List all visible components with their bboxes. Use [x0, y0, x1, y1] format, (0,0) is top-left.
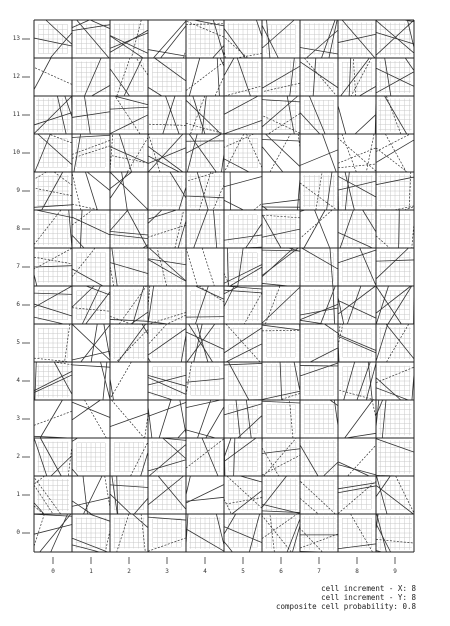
cell [152, 328, 182, 358]
x-axis-label: 1 [89, 568, 93, 575]
cell [152, 100, 182, 130]
stroke-line [300, 498, 318, 514]
y-axis-label: 13 [12, 35, 20, 42]
stroke-line [262, 200, 300, 205]
cell [38, 24, 67, 53]
stroke-line [110, 266, 114, 286]
stroke-line [148, 50, 186, 57]
stroke-line [132, 514, 148, 528]
stroke-line [34, 317, 64, 324]
y-axis-label: 5 [16, 339, 20, 346]
cell [380, 290, 410, 320]
cell [304, 366, 334, 396]
stroke-line [376, 140, 414, 163]
stroke-line [385, 134, 406, 172]
stroke-line [72, 469, 78, 476]
stroke-line [69, 210, 72, 248]
stroke-line [148, 87, 162, 96]
stroke-line [72, 351, 110, 360]
x-axis-label: 3 [165, 568, 169, 575]
cell [227, 289, 259, 321]
stroke-line [279, 393, 300, 400]
cell [228, 518, 257, 547]
cell [379, 99, 412, 132]
composite-probability-text: composite cell probability: 0.8 [276, 602, 416, 611]
cell [265, 441, 297, 473]
stroke-line [342, 134, 357, 172]
x-axis-label: 8 [355, 568, 359, 575]
stroke-line [72, 235, 84, 248]
stroke-line [163, 438, 186, 459]
cell-increment-y-text: cell increment - Y: 8 [321, 593, 416, 602]
stroke-line [72, 365, 110, 367]
cell [75, 517, 106, 548]
stroke-line [199, 286, 224, 302]
cell [228, 366, 258, 396]
cell [265, 517, 297, 549]
stroke-line [89, 514, 110, 521]
stroke-line [72, 135, 110, 137]
stroke-line [338, 390, 375, 400]
cell-increment-x-text: cell increment - X: 8 [321, 584, 416, 593]
stroke-line [346, 433, 376, 438]
x-axis-label: 6 [279, 568, 283, 575]
cell [114, 480, 144, 510]
cell [343, 291, 372, 320]
stroke-line [224, 200, 243, 210]
x-axis-label: 5 [241, 568, 245, 575]
stroke-line [262, 401, 300, 403]
cell [378, 516, 412, 550]
stroke-line [376, 286, 411, 313]
stroke-line [92, 85, 110, 96]
y-axis-label: 10 [12, 149, 20, 156]
stroke-line [142, 324, 148, 334]
cell [227, 61, 258, 92]
y-axis-label: 3 [16, 415, 20, 422]
stroke-line [372, 400, 376, 418]
y-axis-label: 0 [16, 529, 20, 536]
y-axis-label: 11 [12, 111, 20, 118]
cell [39, 139, 68, 168]
stroke-line [224, 542, 232, 552]
cell [342, 518, 372, 548]
cell [267, 25, 296, 54]
stroke-line [262, 248, 298, 276]
stroke-line [51, 456, 72, 476]
cell [267, 329, 296, 358]
cell [380, 214, 411, 245]
cell [229, 253, 258, 282]
stroke-line [159, 400, 171, 438]
stroke-line [72, 538, 108, 552]
cell [151, 175, 183, 207]
stroke-line [85, 172, 97, 210]
cell [151, 213, 184, 246]
x-axis-label: 9 [393, 568, 397, 575]
stroke-line [323, 462, 338, 476]
cell [114, 100, 144, 130]
stroke-line [46, 20, 72, 44]
stroke-line [186, 24, 224, 25]
stroke-line [114, 96, 148, 105]
cell [77, 139, 106, 168]
stroke-line [51, 514, 68, 552]
cell [379, 327, 411, 359]
stroke-line [202, 248, 214, 286]
stroke-line [226, 344, 262, 362]
stroke-line [72, 545, 99, 552]
stroke-line [300, 150, 338, 166]
stroke-line [134, 498, 148, 514]
stroke-line [103, 362, 107, 400]
stroke-line [345, 400, 373, 438]
cell [379, 403, 412, 436]
cell [38, 328, 68, 358]
stroke-line [110, 210, 128, 231]
stroke-line [68, 446, 72, 476]
cell [151, 441, 183, 473]
cell [379, 251, 410, 282]
y-axis-label: 8 [16, 225, 20, 232]
cell [229, 443, 258, 472]
stroke-line [72, 324, 110, 360]
stroke-line [338, 106, 346, 134]
stroke-line [186, 430, 215, 438]
stroke-line [153, 21, 186, 58]
stroke-line [110, 494, 131, 514]
cell [265, 251, 297, 283]
y-axis-label: 7 [16, 263, 20, 270]
stroke-line [254, 203, 262, 210]
stroke-line [34, 411, 72, 425]
stroke-line [36, 210, 72, 218]
stroke-line [34, 210, 61, 245]
stroke-line [376, 400, 383, 416]
stroke-line [83, 476, 102, 514]
stroke-line [72, 204, 99, 210]
cell [76, 62, 107, 93]
stroke-line [40, 514, 71, 552]
stroke-line [224, 438, 231, 458]
cell [342, 62, 372, 92]
stroke-line [72, 438, 78, 441]
cell [76, 214, 107, 245]
y-axis-label: 9 [16, 187, 20, 194]
x-axis-label: 4 [203, 568, 207, 575]
stroke-line [84, 400, 106, 438]
stroke-line [224, 286, 239, 294]
stroke-line [148, 392, 173, 400]
cell [37, 479, 69, 511]
cell [114, 518, 145, 549]
stroke-line [34, 514, 44, 546]
cell [37, 175, 69, 207]
stroke-line [338, 148, 376, 163]
stroke-line [265, 134, 300, 167]
stroke-line [376, 476, 390, 497]
stroke-line [262, 514, 297, 539]
stroke-line [110, 172, 132, 189]
cell [190, 328, 221, 359]
cell [378, 174, 411, 207]
stroke-line [224, 286, 234, 307]
stroke-line [363, 210, 376, 232]
stroke-line [399, 210, 400, 248]
cell [153, 519, 182, 548]
cell [304, 404, 334, 434]
cell [38, 442, 69, 473]
stroke-line [300, 365, 338, 366]
stroke-line [217, 58, 219, 96]
stroke-line [355, 114, 376, 134]
cell [191, 367, 220, 396]
stroke-line [376, 236, 390, 248]
stroke-line [300, 183, 337, 210]
stroke-line [110, 172, 148, 210]
cell [152, 480, 183, 511]
cell [304, 100, 334, 130]
stroke-line [110, 362, 131, 399]
cell [151, 289, 182, 320]
stroke-line [262, 139, 300, 141]
stroke-line [110, 69, 130, 96]
stroke-line [240, 476, 262, 482]
stroke-line [262, 206, 268, 210]
stroke-line [178, 221, 186, 248]
cell [115, 63, 144, 92]
cell [114, 442, 144, 472]
stroke-line [224, 37, 248, 58]
stroke-line [34, 477, 61, 514]
stroke-line [105, 476, 110, 508]
cell [188, 22, 221, 55]
stroke-line [131, 442, 148, 476]
stroke-line [148, 407, 152, 438]
y-axis-label: 1 [16, 491, 20, 498]
y-axis-label: 6 [16, 301, 20, 308]
stroke-line [224, 499, 231, 514]
x-axis-label: 0 [51, 568, 55, 575]
stroke-line [206, 407, 224, 438]
stroke-line [35, 362, 36, 400]
stroke-line [72, 402, 110, 417]
cell [305, 63, 334, 92]
cell [303, 23, 334, 54]
cell [343, 481, 372, 510]
stroke-line [40, 400, 62, 438]
stroke-line [262, 516, 291, 552]
stroke-line [181, 335, 186, 362]
y-axis-label: 4 [16, 377, 20, 384]
cell [190, 442, 221, 473]
cell [302, 516, 335, 549]
stroke-line [224, 58, 234, 76]
stroke-line [72, 248, 95, 277]
stroke-line [34, 476, 45, 484]
stroke-line [300, 113, 320, 135]
stroke-line [127, 137, 148, 172]
cell [37, 213, 69, 245]
stroke-line [189, 58, 199, 96]
stroke-line [224, 28, 245, 58]
stroke-line [34, 358, 71, 362]
stroke-line [72, 20, 89, 28]
cell [76, 252, 105, 281]
stroke-line [34, 172, 46, 179]
cell [112, 250, 146, 284]
stroke-line [186, 248, 197, 286]
y-axis-label: 12 [12, 73, 20, 80]
x-axis-label: 2 [127, 568, 131, 575]
cell [113, 213, 145, 245]
stroke-line [302, 248, 338, 269]
stroke-line [110, 172, 128, 199]
stroke-line [34, 67, 72, 84]
parameters-legend [276, 584, 416, 611]
stroke-line [236, 53, 262, 58]
stroke-line [376, 134, 410, 152]
cell [150, 250, 183, 283]
stroke-line [186, 476, 190, 495]
stroke-line [111, 400, 144, 438]
stroke-line [178, 429, 186, 438]
cell [304, 328, 334, 358]
stroke-line [186, 484, 224, 503]
stroke-line [186, 497, 224, 501]
cell [189, 517, 221, 549]
stroke-line [186, 400, 221, 408]
stroke-line [294, 362, 300, 391]
stroke-line [161, 26, 186, 58]
y-axis-label: 2 [16, 453, 20, 460]
cell [113, 289, 145, 321]
stroke-line [34, 525, 72, 535]
stroke-line [338, 465, 376, 475]
stroke-line [224, 96, 258, 114]
cell [77, 443, 106, 472]
stroke-line [405, 58, 414, 71]
stroke-line [376, 324, 388, 361]
stroke-line [224, 177, 262, 187]
stroke-line [180, 400, 186, 434]
stroke-line [105, 530, 110, 552]
cell [304, 252, 333, 281]
x-axis-label: 7 [317, 568, 321, 575]
stroke-line [179, 187, 186, 210]
stroke-line [141, 452, 148, 476]
